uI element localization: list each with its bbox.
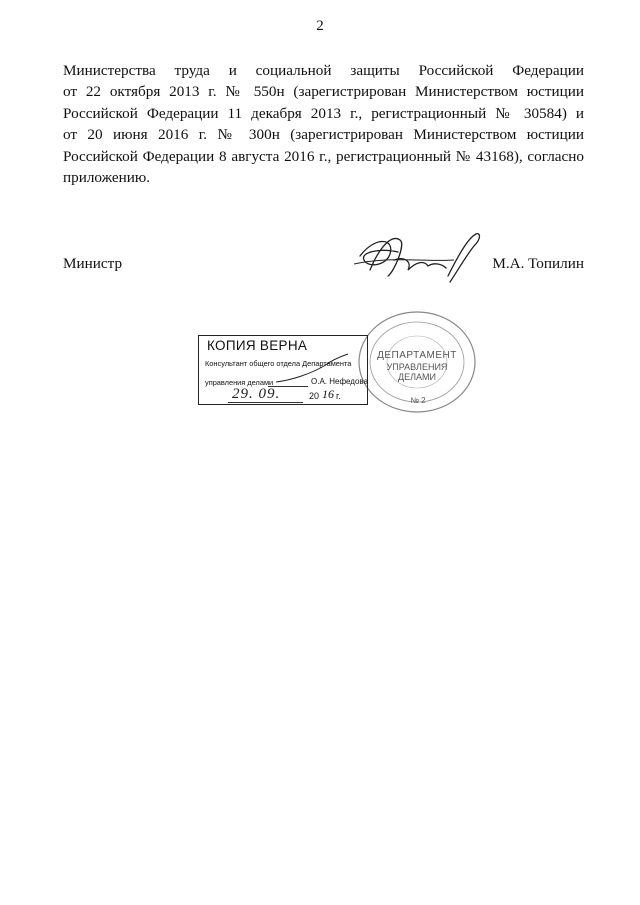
body-line: Российской Федерации 8 августа 2016 г., регистрационный № 43168), согласно [63,147,584,165]
stamp-department: управления делами [205,378,274,387]
body-line: от 22 октября 2013 г. № 550н (зарегистрирован Министерством юстиции [63,83,584,101]
stamp-year-suffix: г. [336,391,341,401]
body-line: от 20 июня 2016 г. № 300н (зарегистрирован Министерством юстиции [63,126,584,144]
stamp-title: КОПИЯ ВЕРНА [207,338,308,353]
stamp-year-prefix: 20 [309,391,320,401]
stamp-date-line [228,402,303,403]
handwritten-signature [350,226,485,291]
seal-text: УПРАВЛЕНИЯ ДЕЛАМИ [386,362,448,382]
body-line: Министерства труда и социальной защиты Российской Федерации [63,62,584,79]
page-number: 2 [316,18,324,34]
stamp-handwritten-year: 16 [322,387,334,401]
body-text [63,60,584,188]
signatory-name: М.А. Топилин [492,255,584,272]
body-line: приложению. [63,169,151,187]
body-line: Российской Федерации 11 декабря 2013 г., регистрационный № 30584) и [63,104,584,122]
seal-text: ДЕПАРТАМЕНТ [377,350,457,361]
stamp-handwritten-date: 29. 09. [232,386,281,402]
signatory-title: Министр [63,255,123,272]
seal-number: № 2 [410,396,426,405]
stamp-position: Консультант общего отдела Департамента [205,359,352,368]
stamp-signatory: О.А. Нефедова [311,377,369,386]
